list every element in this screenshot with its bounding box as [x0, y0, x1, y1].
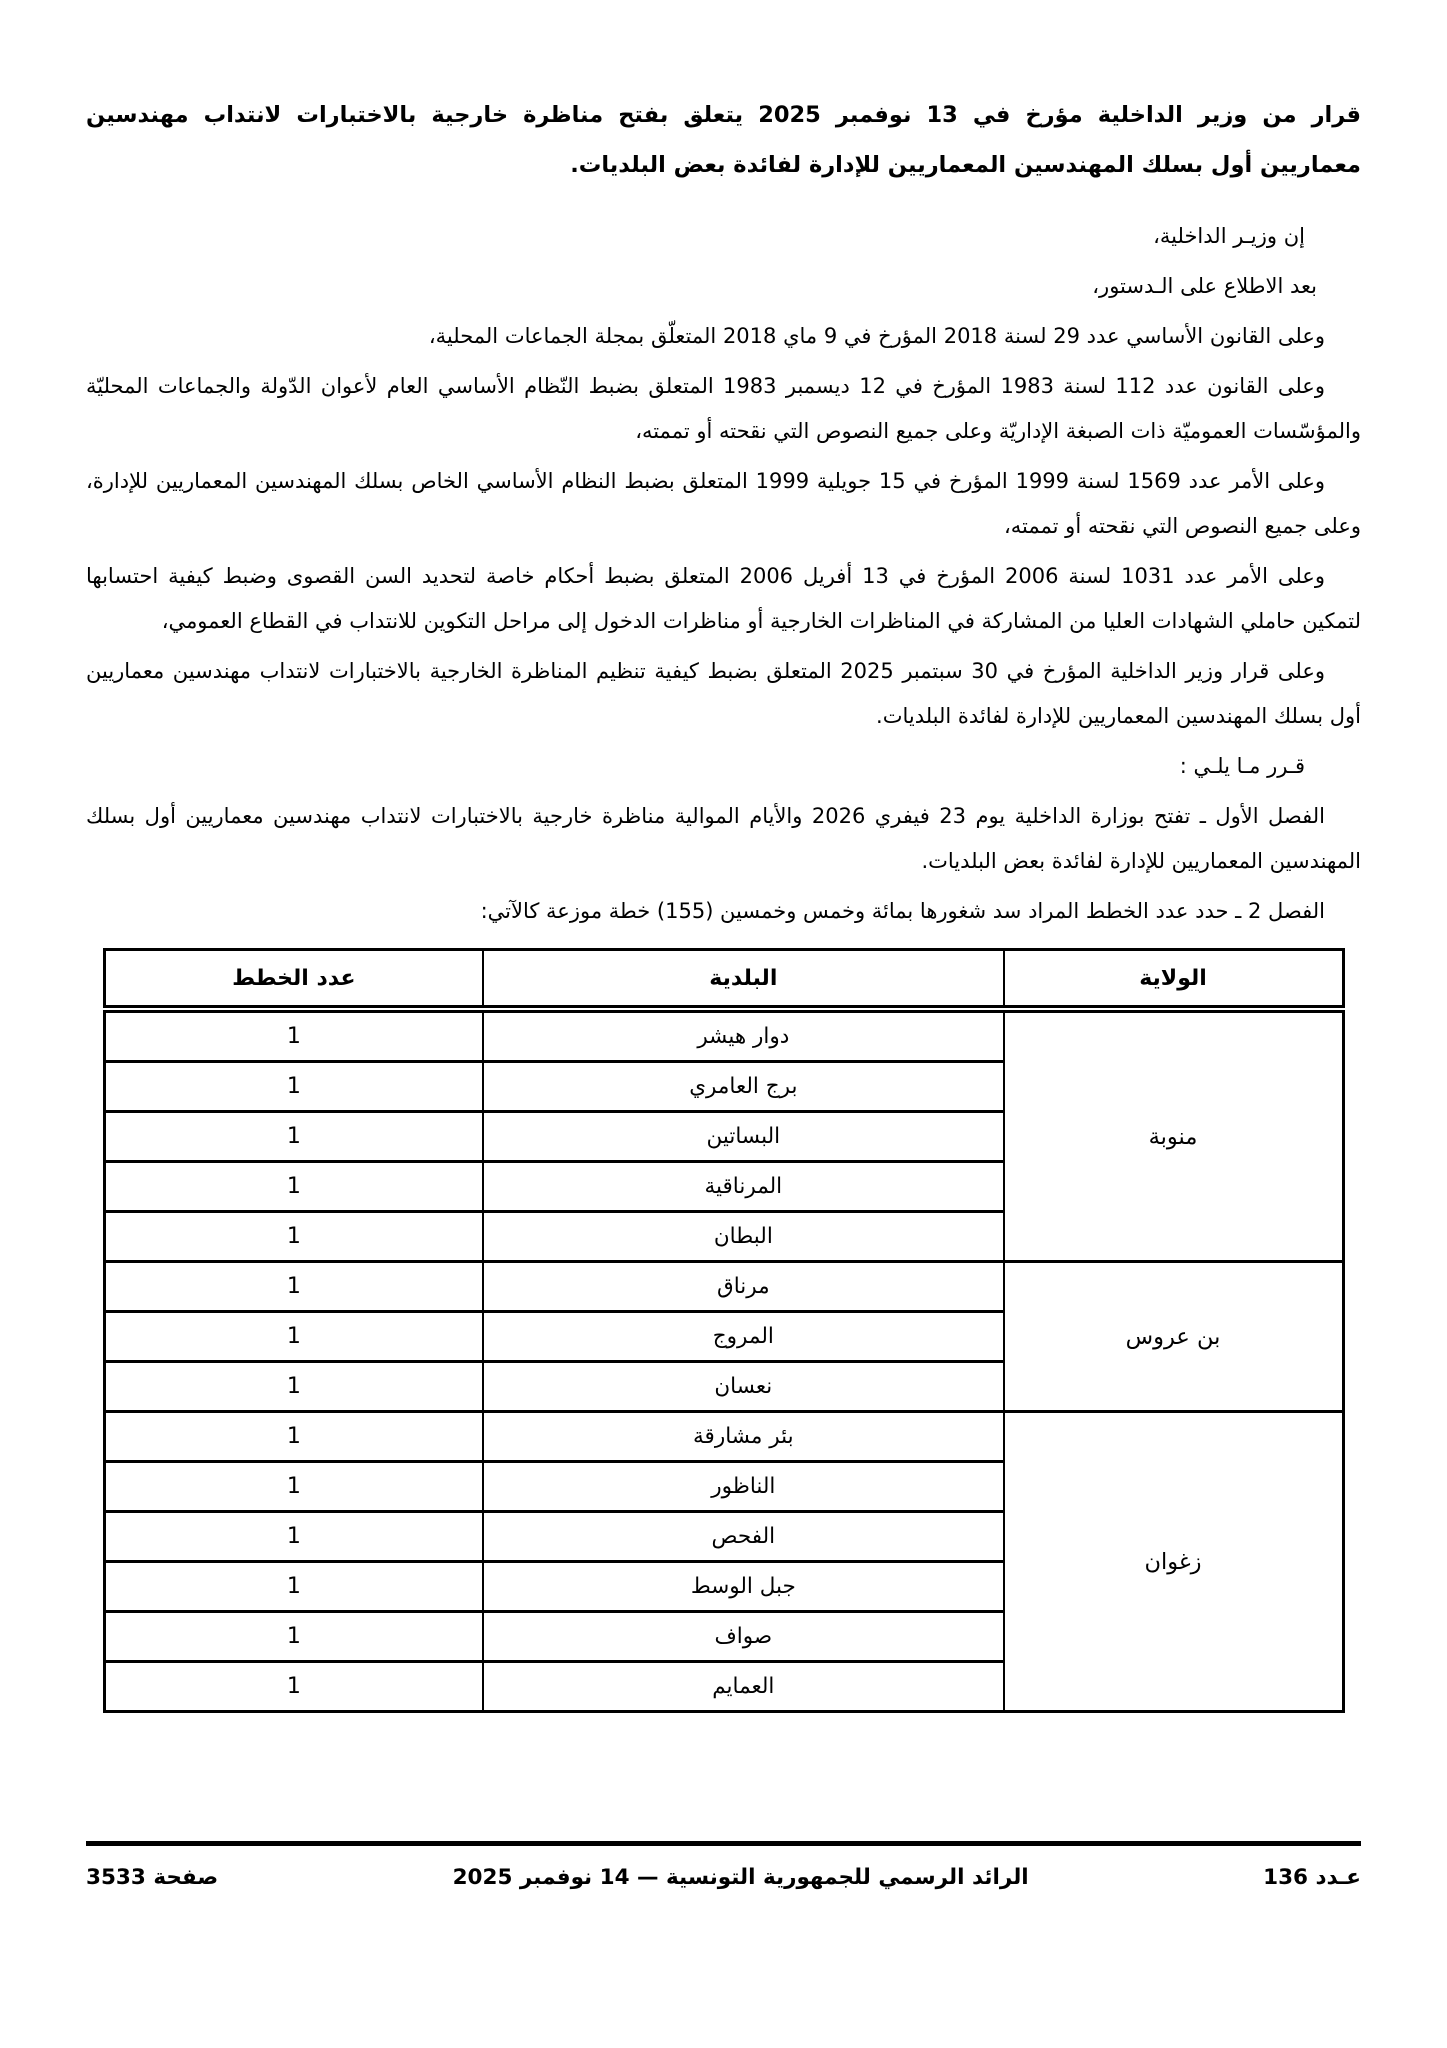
municipality-cell: البساتين [483, 1112, 1003, 1162]
municipality-cell: الناظور [483, 1462, 1003, 1512]
footer-page-number: صفحة 3533 [86, 1865, 219, 1890]
decree-title: قرار من وزير الداخلية مؤرخ في 13 نوفمبر 2025 يتعلق بفتح مناظرة خارجية بالاختبارات لانتداب مهندسين معماريين أول بسلك المهندسين المعماريين للإدارة لفائدة بعض البلديات. [86, 102, 1361, 178]
paragraph-decree-2006: وعلى الأمر عدد 1031 لسنة 2006 المؤرخ في 13 أفريل 2006 المتعلق بضبط أحكام خاصة لتحديد السن القصوى وضبط كيفية احتسابها لتمكين حاملي الشهادات العليا من المشاركة في المناظرات الخارجية أو مناظرات الدخول إلى مراحل التكوين للانتداب في القطاع العمومي، [86, 564, 1361, 633]
col-header-wilaya: الولاية [1004, 950, 1343, 1010]
municipality-cell: المروج [483, 1312, 1003, 1362]
municipality-cell: جبل الوسط [483, 1562, 1003, 1612]
posts-count-cell: 1 [104, 1062, 483, 1112]
wilaya-cell: منوبة [1004, 1009, 1343, 1262]
municipality-cell: صواف [483, 1612, 1003, 1662]
footer-issue-number: عـدد 136 [1263, 1865, 1361, 1890]
wilaya-cell: بن عروس [1004, 1262, 1343, 1412]
municipality-cell: بئر مشارقة [483, 1412, 1003, 1462]
municipality-cell: مرناق [483, 1262, 1003, 1312]
posts-count-cell: 1 [104, 1262, 483, 1312]
posts-count-cell: 1 [104, 1212, 483, 1262]
municipality-cell: البطان [483, 1212, 1003, 1262]
posts-table [103, 948, 1345, 1713]
footer-journal-title: الرائد الرسمي للجمهورية التونسية — 14 نوفمبر 2025 [452, 1865, 1029, 1890]
col-header-posts: عدد الخطط [104, 950, 483, 1010]
col-header-municipality: البلدية [483, 950, 1003, 1010]
paragraph-order-2025: وعلى قرار وزير الداخلية المؤرخ في 30 سبتمبر 2025 المتعلق بضبط كيفية تنظيم المناظرة الخارجية بالاختبارات لانتداب مهندسين معماريين أول بسلك المهندسين المعماريين للإدارة لفائدة البلديات. [86, 659, 1361, 728]
paragraph-minister-intro: إن وزيـر الداخلية، [1153, 224, 1305, 248]
table-row [104, 1009, 1343, 1062]
municipality-cell: المرناقية [483, 1162, 1003, 1212]
table-row [104, 1262, 1343, 1312]
paragraph-law-2018: وعلى القانون الأساسي عدد 29 لسنة 2018 المؤرخ في 9 ماي 2018 المتعلّق بمجلة الجماعات المحلية، [428, 324, 1325, 348]
paragraph-law-1983: وعلى القانون عدد 112 لسنة 1983 المؤرخ في 12 ديسمبر 1983 المتعلق بضبط النّظام الأساسي العام لأعوان الدّولة والجماعات المحليّة والمؤسّسات العموميّة ذات الصبغة الإداريّة وعلى جميع النصوص التي نقحته أو تممته، [86, 374, 1361, 443]
paragraph-decides: قـرر مـا يلـي : [1179, 754, 1305, 778]
municipality-cell: العمايم [483, 1662, 1003, 1712]
posts-count-cell: 1 [104, 1362, 483, 1412]
posts-count-cell: 1 [104, 1562, 483, 1612]
table-row [104, 1412, 1343, 1462]
posts-count-cell: 1 [104, 1462, 483, 1512]
posts-count-cell: 1 [104, 1009, 483, 1062]
wilaya-cell: زغوان [1004, 1412, 1343, 1712]
posts-count-cell: 1 [104, 1112, 483, 1162]
municipality-cell: الفحص [483, 1512, 1003, 1562]
paragraph-article-2: الفصل 2 ـ حدد عدد الخطط المراد سد شغورها بمائة وخمس وخمسين (155) خطة موزعة كالآتي: [480, 899, 1325, 923]
paragraph-constitution: بعد الاطلاع على الـدستور، [1092, 274, 1317, 298]
posts-count-cell: 1 [104, 1662, 483, 1712]
table-header-row [104, 950, 1343, 1010]
posts-table-body [104, 1009, 1343, 1712]
posts-count-cell: 1 [104, 1312, 483, 1362]
paragraph-decree-1999: وعلى الأمر عدد 1569 لسنة 1999 المؤرخ في 15 جويلية 1999 المتعلق بضبط النظام الأساسي الخاص بسلك المهندسين المعماريين للإدارة، وعلى جميع النصوص التي نقحته أو تممته، [86, 469, 1361, 538]
page-footer [86, 1841, 1361, 1890]
posts-count-cell: 1 [104, 1412, 483, 1462]
paragraph-article-1: الفصل الأول ـ تفتح بوزارة الداخلية يوم 23 فيفري 2026 والأيام الموالية مناظرة خارجية بالاختبارات لانتداب مهندسين معماريين أول بسلك المهندسين المعماريين للإدارة لفائدة بعض البلديات. [86, 804, 1361, 873]
posts-count-cell: 1 [104, 1612, 483, 1662]
posts-count-cell: 1 [104, 1162, 483, 1212]
municipality-cell: نعسان [483, 1362, 1003, 1412]
municipality-cell: برج العامري [483, 1062, 1003, 1112]
posts-count-cell: 1 [104, 1512, 483, 1562]
municipality-cell: دوار هيشر [483, 1009, 1003, 1062]
